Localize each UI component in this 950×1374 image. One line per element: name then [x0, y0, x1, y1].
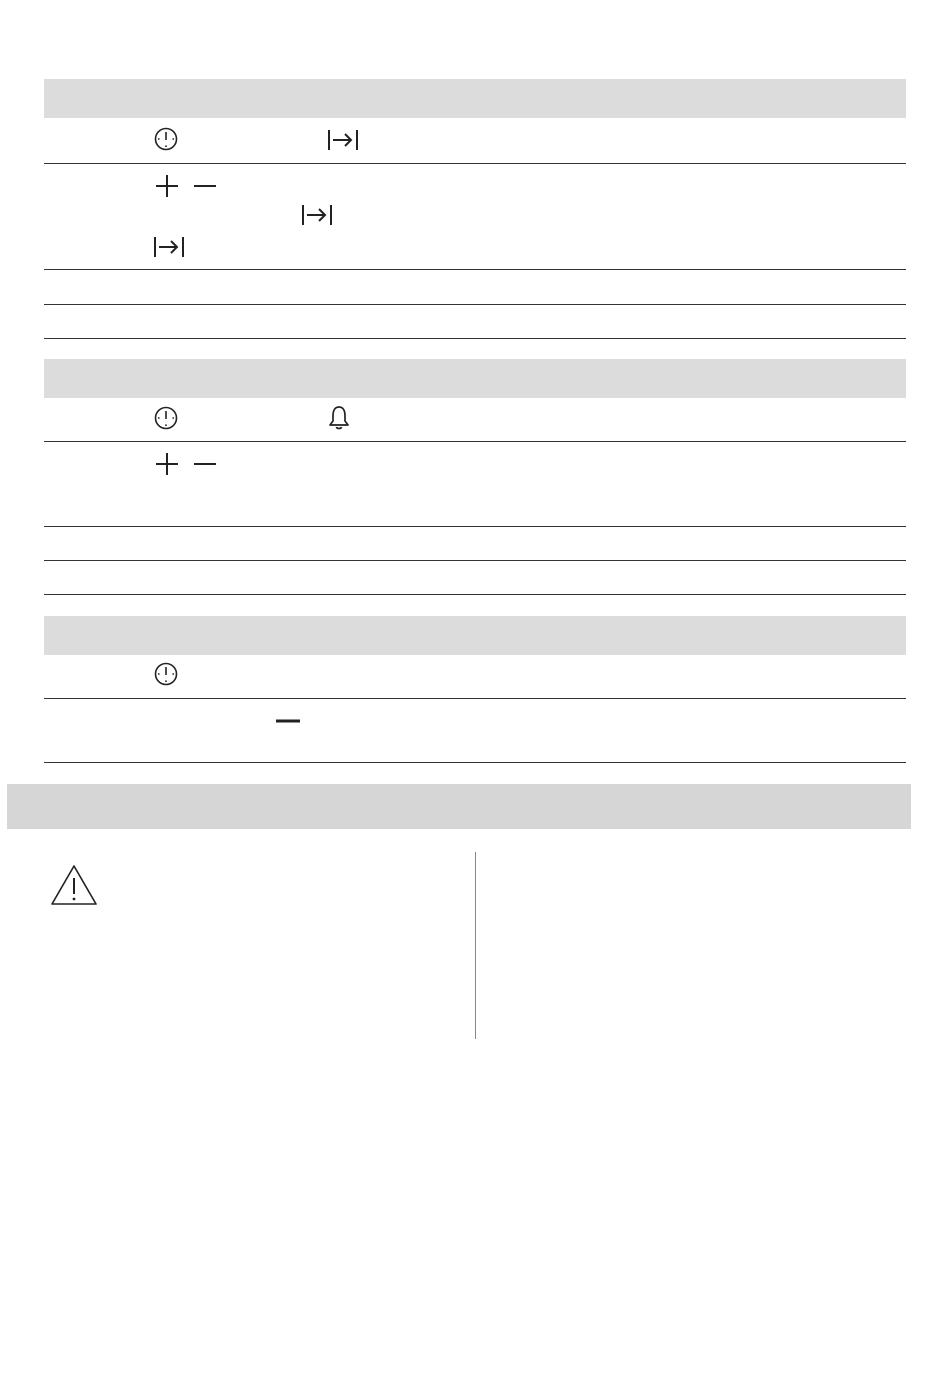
warning-triangle-icon	[50, 864, 98, 906]
section-header-bar	[7, 784, 911, 829]
table-divider	[44, 441, 906, 442]
table-divider	[44, 594, 906, 595]
clock-icon	[154, 127, 178, 151]
column-divider	[475, 852, 476, 1039]
table-3-header	[44, 616, 906, 655]
table-1-header	[44, 79, 906, 118]
table-divider	[44, 698, 906, 699]
table-divider	[44, 304, 906, 305]
table-divider	[44, 762, 906, 763]
clock-icon	[154, 662, 178, 686]
table-divider	[44, 269, 906, 270]
plus-icon	[154, 173, 180, 199]
arrow-to-bar-icon	[327, 128, 361, 152]
minus-icon	[275, 709, 301, 733]
table-divider	[44, 163, 906, 164]
minus-icon	[192, 173, 218, 199]
minus-icon	[192, 451, 218, 477]
arrow-to-bar-icon	[301, 203, 335, 227]
bell-icon	[327, 405, 351, 431]
arrow-to-bar-icon	[153, 235, 187, 259]
table-2-header	[44, 359, 906, 398]
table-divider	[44, 338, 906, 339]
plus-icon	[154, 451, 180, 477]
table-divider	[44, 560, 906, 561]
table-divider	[44, 526, 906, 527]
clock-icon	[154, 406, 178, 430]
